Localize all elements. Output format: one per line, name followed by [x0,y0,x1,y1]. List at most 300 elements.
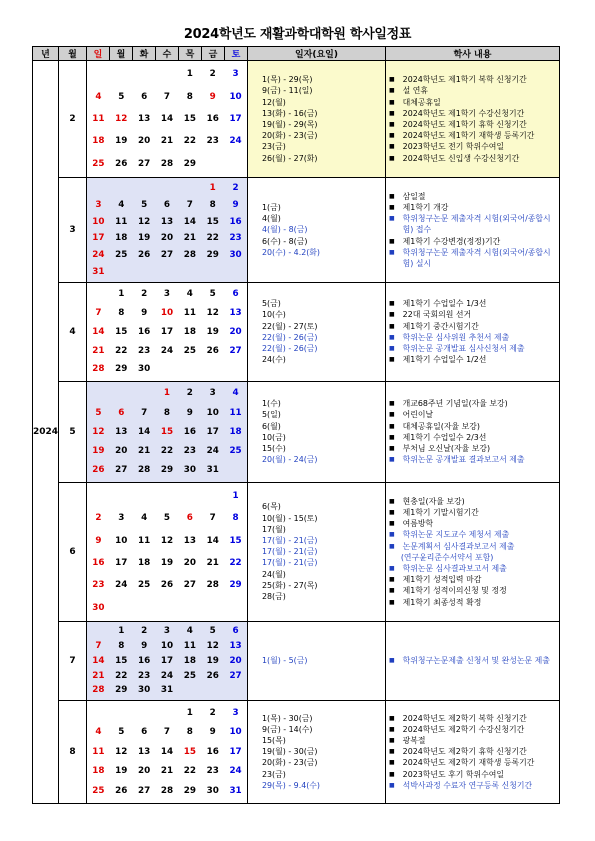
day-number: 2 [209,707,216,718]
day-number: 5 [163,513,171,524]
day-number: 13 [229,308,242,319]
day-number: 22 [183,136,196,147]
day-number: 16 [229,216,242,227]
day-number: 25 [138,580,151,591]
schedule-date: 9(금) - 14(수) [262,724,313,734]
schedule-event-text: 현충일(자율 보강) [402,496,465,506]
schedule-date: 4(월) - 8(금) [262,225,308,235]
schedule-event-text: 제1학기 성적이의신청 및 정정 [402,586,507,596]
day-number: 12 [92,426,105,437]
day-number: 27 [229,345,242,356]
day-number: 24 [92,249,105,260]
schedule-event-text: 어린이날 [402,410,434,420]
day-number: 11 [183,308,196,319]
header-content: 학사 내용 [386,47,560,61]
bullet-icon: ■ [389,422,395,430]
day-number: 29 [115,685,128,696]
schedule-date: 13(화) - 16(금) [262,108,318,118]
day-number: 14 [160,113,174,124]
schedule-date: 4(월) [262,214,281,224]
schedule-event [389,713,556,724]
schedule-event-text: 2024학년도 제1학기 복학 신청기간 [402,75,527,85]
day-number: 9 [141,308,148,319]
day-number: 27 [138,158,151,169]
day-number: 8 [118,640,125,651]
schedule-events-cell [386,177,560,282]
day-number: 26 [138,249,151,260]
bullet-icon [389,552,393,563]
schedule-date: 1(목) - 30(금) [262,713,313,723]
month-calendar-grid [87,282,248,381]
schedule-date: 20(월) - 24(금) [262,455,318,465]
schedule-date: 24(월) [262,569,286,579]
day-number: 17 [92,233,105,244]
day-number: 13 [229,640,242,651]
day-number: 18 [92,136,105,147]
day-number: 22 [115,345,128,356]
schedule-event-text: 제1학기 수업일수 2/3선 [402,432,487,442]
day-number: 10 [115,535,128,546]
schedule-date: 23(금) [262,142,286,152]
schedule-event-text: 22대 국회의원 선거 [402,310,472,320]
day-number: 29 [183,785,196,796]
header-thu: 목 [179,47,202,61]
day-number: 27 [160,249,174,260]
day-number: 19 [160,557,174,568]
bullet-icon: ■ [389,531,395,539]
schedule-event-text: (연구윤리준수서약서 포함) [400,552,494,562]
day-number: 16 [138,326,151,337]
day-number: 28 [206,580,219,591]
bullet-icon: ■ [389,445,395,453]
day-number: 16 [206,746,219,757]
day-number: 3 [118,513,125,524]
schedule-events-cell [386,621,560,700]
bullet-icon: ■ [389,725,395,733]
day-number: 4 [186,289,193,300]
schedule-event [389,443,556,454]
day-number: 4 [95,91,102,102]
month-cell: 4 [59,282,87,381]
day-number: 20 [183,557,196,568]
day-number: 30 [229,249,242,260]
day-number: 19 [206,655,219,666]
schedule-date: 20(화) - 23(금) [262,758,318,768]
header-tue: 화 [133,47,156,61]
month-row [33,482,560,621]
bullet-icon: ■ [389,143,395,151]
day-number: 25 [92,158,105,169]
day-number: 24 [160,345,174,356]
month-cell: 8 [59,700,87,803]
day-number: 1 [209,183,216,194]
schedule-date: 1(수) [262,399,281,409]
schedule-date: 1(금) [262,202,281,212]
month-row [33,177,560,282]
header-row [33,47,560,61]
day-number: 27 [115,465,128,476]
month-cell: 3 [59,177,87,282]
day-number: 20 [160,233,174,244]
day-number: 10 [160,640,174,651]
schedule-event [389,298,556,309]
month-row [33,61,560,178]
schedule-events-cell [386,700,560,803]
day-number: 29 [206,249,219,260]
day-number: 5 [118,91,125,102]
schedule-event [389,332,556,343]
day-number: 31 [229,785,242,796]
day-number: 5 [209,289,216,300]
bullet-icon: ■ [389,565,395,572]
month-calendar-grid [87,177,248,282]
day-number: 24 [229,136,242,147]
schedule-event [389,552,556,563]
schedule-event [389,746,556,757]
day-number: 23 [206,766,219,777]
schedule-date: 24(수) [262,355,286,365]
day-number: 28 [160,785,174,796]
day-number: 10 [206,407,219,418]
schedule-date: 26(월) - 27(화) [262,153,318,163]
schedule-event-text: 제1학기 중간시험기간 [402,321,479,331]
schedule-event-text: 학위청구논문제출 신청서 및 완성논문 제출 [402,656,550,666]
day-number: 18 [183,326,196,337]
bullet-icon: ■ [389,759,395,767]
day-number: 28 [160,158,174,169]
bullet-icon: ■ [389,400,395,408]
bullet-icon: ■ [389,300,395,308]
schedule-event-text: 학위논문 심사결과보고서 제출 [402,564,507,573]
day-number: 26 [115,158,128,169]
bullet-icon: ■ [389,192,395,200]
schedule-event-text: 광복절 [402,735,426,745]
day-number: 16 [92,557,105,568]
bullet-icon: ■ [389,587,395,595]
day-number: 8 [163,407,171,418]
schedule-date: 17(월) - 21(금) [262,558,318,568]
day-number: 6 [118,407,125,418]
schedule-event-text: 2024학년도 제2학기 휴학 신청기간 [402,747,527,757]
bullet-icon: ■ [389,657,395,665]
header-sun: 일 [87,47,110,61]
month-cell: 6 [59,482,87,621]
schedule-event [389,507,556,518]
day-number: 21 [138,446,151,457]
day-number: 14 [92,655,105,666]
day-number: 6 [141,91,148,102]
schedule-event [389,213,556,235]
schedule-date: 22(월) - 26(금) [262,344,318,354]
schedule-event [389,563,556,574]
bullet-icon: ■ [389,345,395,353]
day-number: 11 [229,407,242,418]
bullet-icon: ■ [389,770,395,778]
day-number: 11 [138,535,151,546]
day-number: 1 [186,69,193,80]
month-cell: 2 [59,61,87,178]
day-number: 4 [186,626,193,637]
day-number: 26 [160,580,174,591]
day-number: 19 [138,233,151,244]
schedule-date: 6(목) [262,502,281,512]
day-number: 9 [95,535,102,546]
day-number: 19 [115,136,128,147]
day-number: 7 [141,407,148,418]
month-calendar-grid [87,482,248,621]
day-number: 11 [115,216,128,227]
day-number: 18 [183,655,196,666]
schedule-dates-cell [248,700,386,803]
day-number: 20 [138,766,151,777]
day-number: 21 [160,136,174,147]
day-number: 9 [209,727,216,738]
day-number: 24 [229,766,242,777]
day-number: 2 [186,388,193,399]
day-number: 23 [206,136,219,147]
bullet-icon: ■ [389,456,395,464]
header-fri: 금 [202,47,225,61]
day-number: 23 [138,670,151,681]
schedule-date: 19(월) - 29(목) [262,119,318,129]
schedule-event [389,321,556,332]
day-number: 20 [138,136,151,147]
day-number: 11 [92,746,105,757]
day-number: 12 [138,216,151,227]
day-number: 5 [209,626,216,637]
day-number: 6 [163,199,171,210]
day-number: 23 [183,446,196,457]
day-number: 6 [186,513,193,524]
day-number: 17 [229,113,242,124]
day-number: 2 [141,289,148,300]
bullet-icon: ■ [389,508,395,516]
day-number: 15 [206,216,219,227]
schedule-event [389,780,556,791]
day-number: 13 [138,746,151,757]
schedule-date: 10(금) [262,432,286,442]
day-number: 4 [232,388,239,399]
day-number: 2 [232,183,239,194]
schedule-dates-cell [248,621,386,700]
day-number: 6 [141,727,148,738]
schedule-date: 6(수) - 8(금) [262,236,308,246]
bullet-icon: ■ [389,736,395,744]
bullet-icon: ■ [389,311,395,319]
day-number: 13 [138,113,151,124]
day-number: 17 [160,655,174,666]
schedule-date: 17(월) [262,524,286,534]
day-number: 30 [138,364,151,375]
schedule-date: 10(수) [262,310,286,320]
day-number: 11 [183,640,196,651]
schedule-date: 19(월) - 30(금) [262,747,318,757]
day-number: 15 [160,426,174,437]
schedule-event-text: 대체공휴일 [402,97,441,107]
day-number: 15 [115,326,128,337]
day-number: 8 [118,308,125,319]
schedule-event [389,724,556,735]
month-row [33,282,560,381]
schedule-event [389,735,556,746]
day-number: 31 [92,266,105,277]
bullet-icon: ■ [389,248,395,256]
schedule-event [389,130,556,141]
day-number: 25 [183,345,196,356]
day-number: 17 [206,426,219,437]
bullet-icon: ■ [389,576,395,584]
schedule-date: 29(목) - 9.4(수) [262,780,321,790]
schedule-date: 22(월) - 26(금) [262,332,318,342]
day-number: 23 [92,580,105,591]
schedule-date: 1(목) - 29(목) [262,75,313,85]
schedule-event [389,757,556,768]
schedule-event-text: 제1학기 최종성적 확정 [402,597,482,607]
schedule-date: 6(월) [262,421,281,431]
schedule-event [389,119,556,130]
day-number: 13 [183,535,196,546]
day-number: 4 [95,727,102,738]
schedule-event-text: 학위청구논문 제출자격 시험(외국어/종합시험) 접수 [402,214,551,235]
bullet-icon: ■ [389,333,395,341]
day-number: 5 [118,727,125,738]
day-number: 28 [183,249,196,260]
schedule-event-text: 2024학년도 제2학기 재학생 등록기간 [402,758,535,768]
day-number: 27 [229,670,242,681]
schedule-events-cell [386,61,560,178]
bullet-icon: ■ [389,411,395,419]
day-number: 10 [160,308,174,319]
schedule-event [389,108,556,119]
schedule-event-text: 2024학년도 제2학기 수강신청기간 [402,724,525,734]
day-number: 31 [160,685,174,696]
day-number: 8 [186,91,193,102]
schedule-event-text: 학위청구논문 제출자격 시험(외국어/종합시험) 실시 [402,247,551,268]
header-sat: 토 [225,47,248,61]
bullet-icon: ■ [389,598,395,606]
day-number: 13 [115,426,128,437]
schedule-date: 28(금) [262,592,286,601]
day-number: 25 [183,670,196,681]
day-number: 18 [229,426,242,437]
day-number: 14 [206,535,219,546]
schedule-event [389,421,556,432]
schedule-event-text: 여름방학 [402,519,434,529]
schedule-event [389,655,556,666]
day-number: 22 [160,446,174,457]
schedule-event [389,597,556,608]
day-number: 29 [229,580,242,591]
bullet-icon: ■ [389,87,395,95]
day-number: 9 [186,407,193,418]
bullet-icon: ■ [389,215,395,223]
day-number: 3 [232,707,239,718]
schedule-event [389,529,556,540]
schedule-event [389,309,556,320]
schedule-date: 5(일) [262,410,281,420]
schedule-date: 20(수) - 4.2(화) [262,247,321,257]
schedule-event-text: 제1학기 성적입력 마감 [402,575,482,585]
day-number: 9 [232,199,239,210]
schedule-event [389,769,556,780]
schedule-event-text: 삼일절 [402,191,426,201]
schedule-event-text: 제1학기 수업일수 1/2선 [402,355,487,365]
schedule-event [389,518,556,529]
schedule-event [389,153,556,164]
day-number: 24 [206,446,219,457]
day-number: 28 [92,685,105,696]
day-number: 21 [160,766,174,777]
page-title: 2024학년도 재활과학대학원 학사일정표 [183,27,412,42]
day-number: 9 [141,640,148,651]
day-number: 30 [183,465,196,476]
header-year: 년 [33,47,59,61]
schedule-dates-cell [248,177,386,282]
day-number: 28 [92,364,105,375]
day-number: 18 [115,233,128,244]
day-number: 31 [206,465,219,476]
schedule-date: 15(수) [262,444,286,454]
schedule-event-text: 학위논문 공개발표 결과보고서 제출 [402,455,525,465]
day-number: 26 [92,465,105,476]
day-number: 18 [138,557,151,568]
schedule-event-text: 제1학기 개강 [402,202,449,212]
day-number: 20 [115,446,128,457]
day-number: 4 [141,513,148,524]
schedule-events-cell [386,482,560,621]
schedule-date: 25(화) - 27(목) [262,580,318,590]
schedule-event-text: 2024학년도 제1학기 수강신청기간 [402,108,525,118]
day-number: 19 [115,766,128,777]
month-calendar-grid [87,381,248,482]
day-number: 1 [118,289,125,300]
schedule-dates-cell [248,282,386,381]
month-cell: 5 [59,381,87,482]
day-number: 22 [183,766,196,777]
day-number: 11 [92,113,105,124]
day-number: 28 [138,465,151,476]
academic-calendar-table [32,46,560,804]
month-row [33,700,560,803]
day-number: 2 [141,626,148,637]
header-date: 일자(요일) [248,47,386,61]
schedule-date: 1(월) - 5(금) [262,656,308,666]
day-number: 3 [163,289,171,300]
schedule-date: 10(월) - 15(토) [262,513,318,523]
day-number: 29 [183,158,196,169]
schedule-date: 17(월) - 21(금) [262,535,318,545]
day-number: 12 [160,535,174,546]
schedule-event-text: 제1학기 수업일수 1/3선 [402,299,487,309]
day-number: 30 [92,602,105,613]
day-number: 23 [229,233,242,244]
day-number: 8 [186,727,193,738]
day-number: 6 [232,289,239,300]
schedule-dates-cell [248,482,386,621]
day-number: 30 [138,685,151,696]
day-number: 22 [206,233,219,244]
day-number: 12 [206,308,219,319]
schedule-event-text: 부처님 오신날(자율 보강) [402,444,491,454]
day-number: 29 [115,364,128,375]
schedule-event-text: 설 연휴 [402,86,429,96]
bullet-icon: ■ [389,356,395,364]
schedule-date: 12(월) [262,97,286,107]
day-number: 15 [115,655,128,666]
schedule-event-text: 논문계획서 심사결과보고서 제출 [402,541,515,551]
day-number: 4 [118,199,125,210]
schedule-dates-cell [248,61,386,178]
